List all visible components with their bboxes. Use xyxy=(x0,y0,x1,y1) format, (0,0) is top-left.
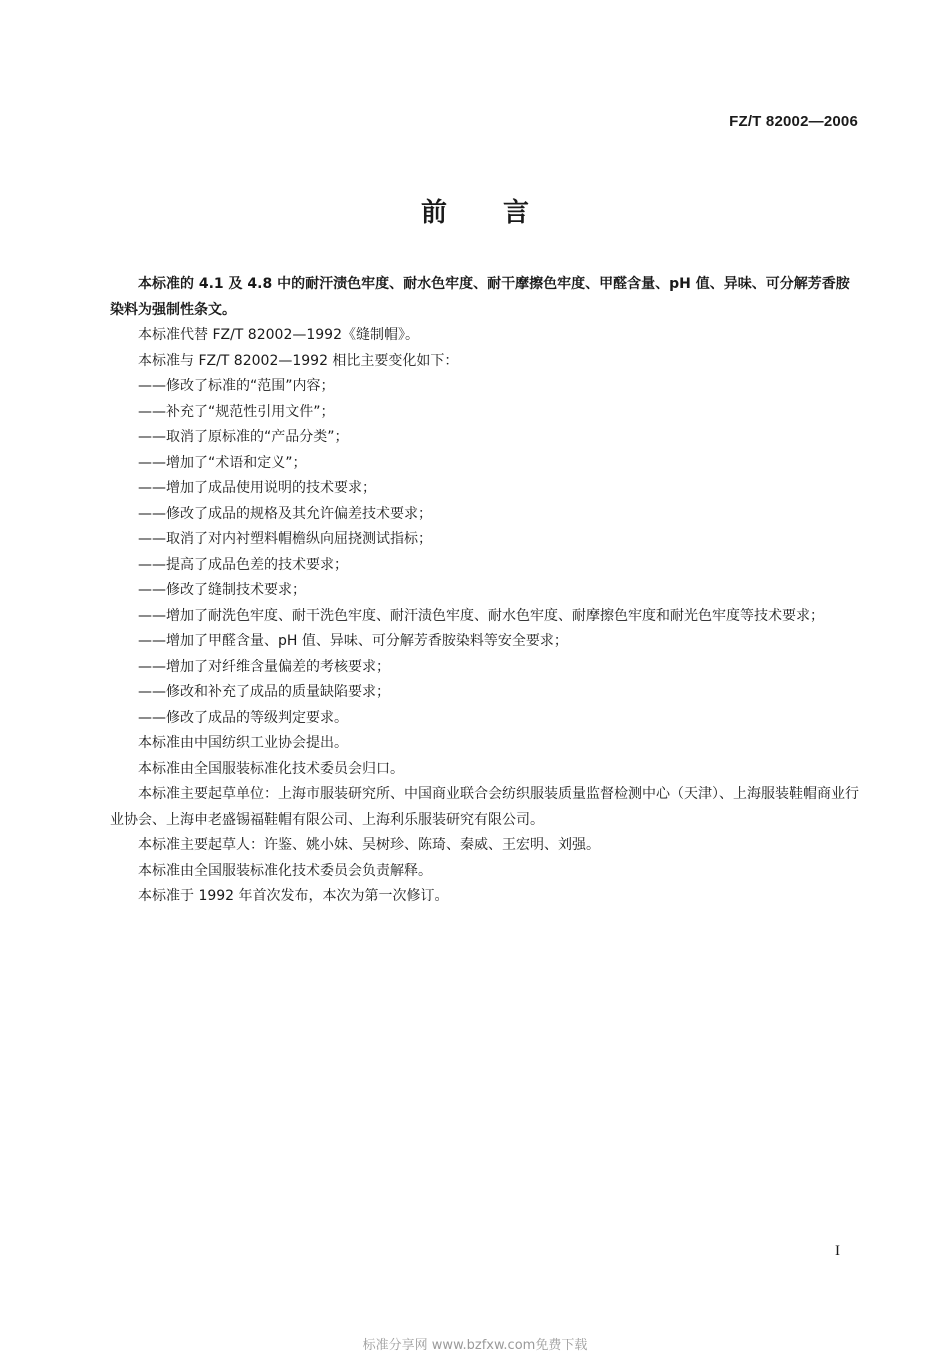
page-number: I xyxy=(835,1243,840,1259)
foreword-body xyxy=(110,272,862,910)
centralized-paragraph: 本标准由全国服装标准化技术委员会归口。 xyxy=(138,760,404,777)
change-item: ——增加了“术语和定义”； xyxy=(138,454,307,471)
drafting-units-paragraph: 本标准主要起草单位：上海市服装研究所、中国商业联合会纺织服装质量监督检测中心（天津）、上海服装鞋帽商业行业协会、上海申老盛锡福鞋帽有限公司、上海利乐服装研究有限公司。 xyxy=(110,786,859,828)
change-item: ——修改了成品的规格及其允许偏差技术要求； xyxy=(138,505,432,522)
watermark: 标准分享网 www.bzfxw.com免费下载 xyxy=(362,1338,588,1353)
interpretation-paragraph: 本标准由全国服装标准化技术委员会负责解释。 xyxy=(138,862,432,879)
change-item: ——修改和补充了成品的质量缺陷要求； xyxy=(138,684,390,700)
mandatory-clause-paragraph: 本标准的 4.1 及 4.8 中的耐汗渍色牢度、耐水色牢度、耐干摩擦色牢度、甲醛含量、pH 值、异味、可分解芳香胺染料为强制性条文。 xyxy=(110,276,850,318)
change-item: ——增加了成品使用说明的技术要求； xyxy=(138,480,376,496)
change-item: ——修改了缝制技术要求； xyxy=(138,582,306,598)
change-item: ——增加了甲醛含量、pH 值、异味、可分解芳香胺染料等安全要求； xyxy=(138,633,568,649)
change-item: ——修改了成品的等级判定要求。 xyxy=(138,709,348,726)
page-title: 前言 xyxy=(420,198,585,228)
change-item: ——增加了对纤维含量偏差的考核要求； xyxy=(138,658,390,675)
change-item: ——提高了成品色差的技术要求； xyxy=(138,556,348,573)
change-item: ——取消了原标准的“产品分类”； xyxy=(138,429,349,445)
standard-code: FZ/T 82002—2006 xyxy=(729,113,858,130)
change-item: ——增加了耐洗色牢度、耐干洗色牢度、耐汗渍色牢度、耐水色牢度、耐摩擦色牢度和耐光色牢度等技术要求； xyxy=(138,607,824,624)
history-paragraph: 本标准于 1992 年首次发布，本次为第一次修订。 xyxy=(138,888,449,904)
drafters-paragraph: 本标准主要起草人：许鉴、姚小妹、吴树珍、陈琦、秦威、王宏明、刘强。 xyxy=(138,837,600,853)
replaces-paragraph: 本标准代替 FZ/T 82002—1992《缝制帽》。 xyxy=(138,327,419,343)
change-item: ——修改了标准的“范围”内容； xyxy=(138,378,335,394)
proposer-paragraph: 本标准由中国纺织工业协会提出。 xyxy=(138,735,348,751)
change-item: ——补充了“规范性引用文件”； xyxy=(138,403,335,420)
changes-intro-paragraph: 本标准与 FZ/T 82002—1992 相比主要变化如下： xyxy=(138,352,459,369)
change-item: ——取消了对内衬塑料帽檐纵向屈挠测试指标； xyxy=(138,531,432,547)
